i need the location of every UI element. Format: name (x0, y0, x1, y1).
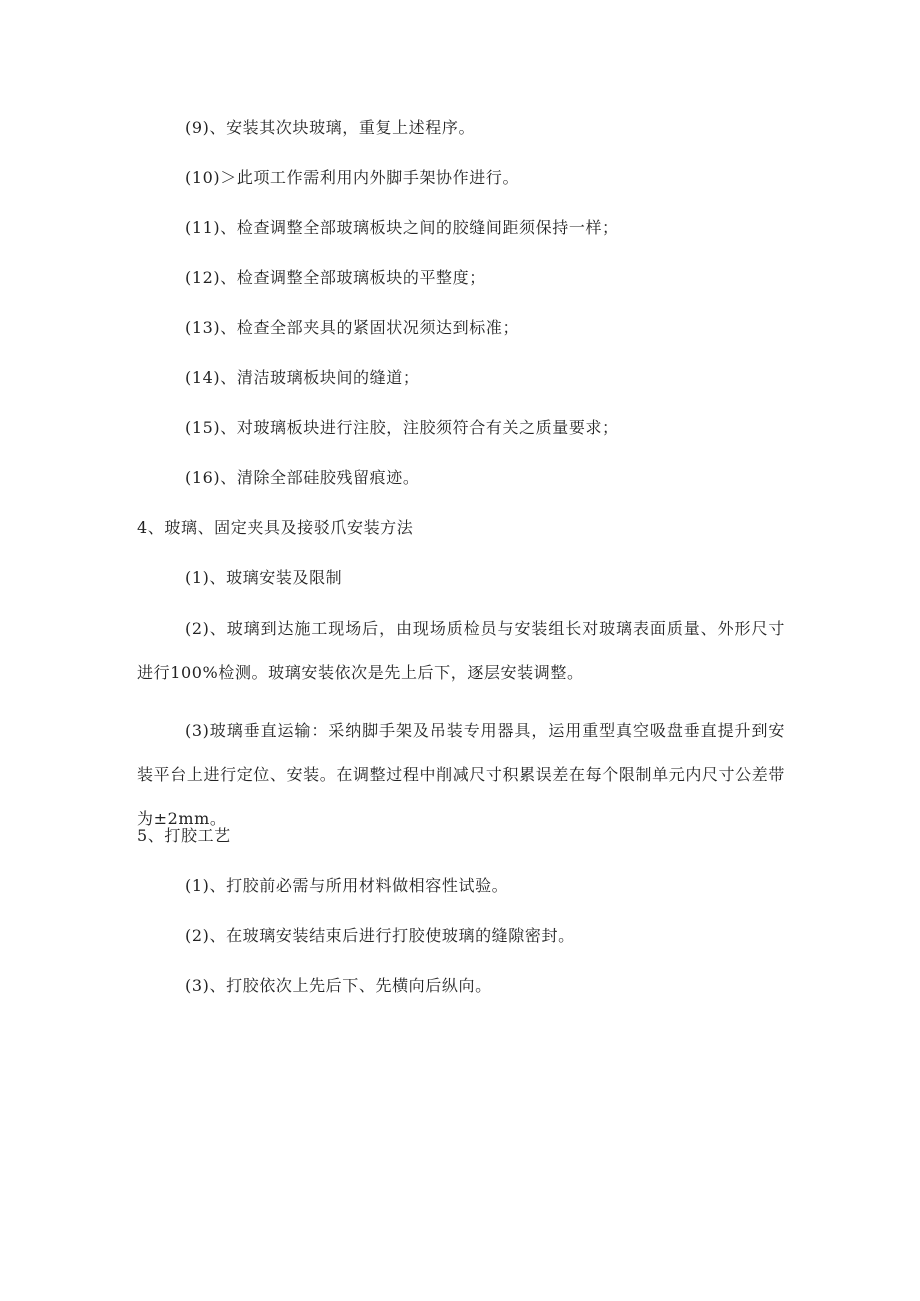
step-11: (11)、检查调整全部玻璃板块之间的胶缝间距须保持一样； (185, 218, 619, 237)
step-10: (10)＞此项工作需利用内外脚手架协作进行。 (185, 168, 520, 187)
step-12: (12)、检查调整全部玻璃板块的平整度； (185, 268, 486, 287)
section-4-heading: 4、玻璃、固定夹具及接驳爪安装方法 (137, 518, 414, 537)
section-5-item-1: (1)、打胶前必需与所用材料做相容性试验。 (185, 876, 509, 895)
step-13: (13)、检查全部夹具的紧固状况须达到标准； (185, 318, 520, 337)
section-5-heading: 5、打胶工艺 (137, 826, 231, 845)
section-4-item-2: (2)、玻璃到达施工现场后，由现场质检员与安装组长对玻璃表面质量、外形尺寸进行100%检测。玻璃安装依次是先上后下，逐层安装调整。 (137, 619, 785, 682)
section-4-item-1: (1)、玻璃安装及限制 (185, 568, 343, 587)
section-4-item-3: (3)玻璃垂直运输：采纳脚手架及吊装专用器具，运用重型真空吸盘垂直提升到安装平台上进行定位、安装。在调整过程中削减尺寸积累误差在每个限制单元内尺寸公差带为±2mm。 (137, 721, 785, 828)
step-14: (14)、清洁玻璃板块间的缝道； (185, 368, 420, 387)
step-16: (16)、清除全部硅胶残留痕迹。 (185, 468, 420, 487)
step-9: (9)、安装其次块玻璃，重复上述程序。 (185, 118, 476, 137)
step-15: (15)、对玻璃板块进行注胶，注胶须符合有关之质量要求； (185, 418, 619, 437)
section-5-item-2: (2)、在玻璃安装结束后进行打胶使玻璃的缝隙密封。 (185, 926, 575, 945)
section-5-item-3: (3)、打胶依次上先后下、先横向后纵向。 (185, 976, 492, 995)
